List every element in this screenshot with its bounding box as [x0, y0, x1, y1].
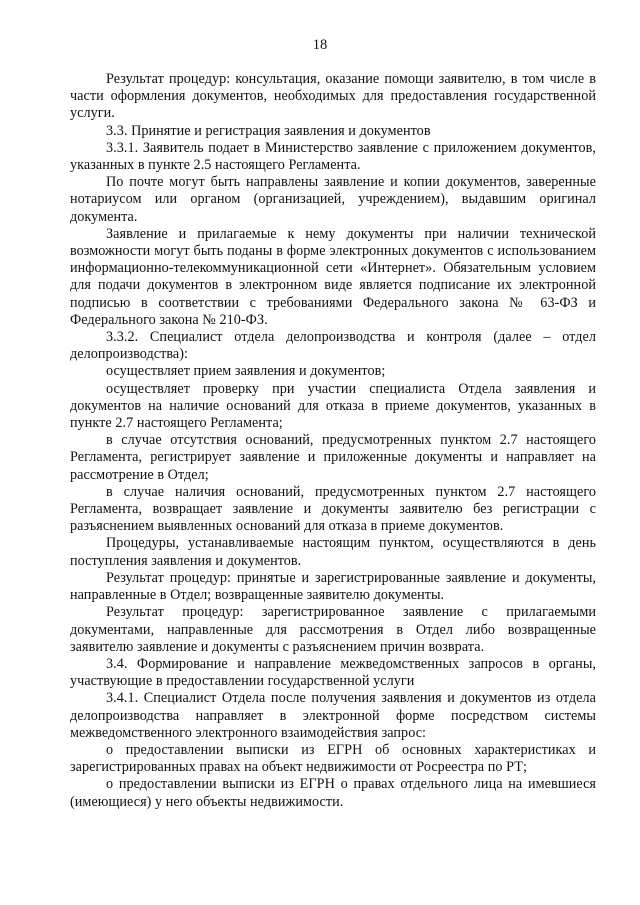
section-heading-3-3: 3.3. Принятие и регистрация заявления и документов	[106, 122, 431, 139]
list-item-registers-application: в случае отсутствия оснований, предусмотренных пунктом 2.7 настоящего Регламента, регистрирует заявление и приложенные документы и направляет на рассмотрение в Отдел;	[70, 432, 596, 483]
paragraph-3-3-2: 3.3.2. Специалист отдела делопроизводства и контроля (далее – отдел делопроизводства):	[70, 329, 596, 363]
paragraph-consultation-result: Результат процедур: консультация, оказание помощи заявителю, в том числе в части оформления документов, необходимых для предоставления государственной услуги.	[70, 71, 596, 122]
page-number: 18	[312, 37, 328, 53]
paragraph-3-3-1: 3.3.1. Заявитель подает в Министерство заявление с приложением документов, указанных в пункте 2.5 настоящего Регламента.	[70, 139, 596, 174]
section-heading-3-4: 3.4. Формирование и направление межведомственных запросов в органы, участвующие в предоставлении государственной услуги	[70, 655, 596, 690]
list-item-accepts-application: осуществляет прием заявления и документов;	[106, 363, 386, 380]
list-item-egrn-rights: о предоставлении выписки из ЕГРН о правах отдельного лица на имевшиеся (имеющиеся) у него объекты недвижимости.	[70, 776, 596, 810]
paragraph-procedure-result-2: Результат процедур: зарегистрированное заявление с прилагаемыми документами, направленные для рассмотрения в Отдел либо возвращенные заявителю заявление и документы с разъяснением причин возврата.	[70, 604, 596, 655]
paragraph-post-delivery: По почте могут быть направлены заявление и копии документов, заверенные нотариусом или органом (организацией, учреждением), выдавшим оригинал документа.	[70, 174, 596, 225]
paragraph-procedure-result-1: Результат процедур: принятые и зарегистрированные заявление и документы, направленные в Отдел; возвращенные заявителю документы.	[70, 569, 596, 604]
document-body	[70, 71, 596, 811]
list-item-checks-documents: осуществляет проверку при участии специалиста Отдела заявления и документов на наличие оснований для отказа в приеме документов, указанных в пункте 2.7 настоящего Регламента;	[70, 380, 596, 432]
list-item-egrn-characteristics: о предоставлении выписки из ЕГРН об основных характеристиках и зарегистрированных правах на объект недвижимости от Росреестра по РТ;	[70, 741, 596, 776]
list-item-returns-application: в случае наличия оснований, предусмотренных пунктом 2.7 настоящего Регламента, возвращает заявление и документы заявителю без регистрации с разъяснением выявленных оснований для отказа в приеме документов.	[70, 483, 596, 535]
paragraph-3-4-1: 3.4.1. Специалист Отдела после получения заявления и документов из отдела делопроизводства направляет в электронной форме посредством системы межведомственного электронного взаимодействия запрос:	[70, 690, 596, 741]
paragraph-electronic-submission: Заявление и прилагаемые к нему документы при наличии технической возможности могут быть поданы в форме электронных документов с использованием информационно-телекоммуникационной сети «Интернет». Обязательным условием для подачи документов в электронном виде является подписание их электронной подписью в соответствии с требованиями Федерального закона № 63-ФЗ и Федерального закона № 210-ФЗ.	[70, 225, 596, 328]
paragraph-procedure-timing: Процедуры, устанавливаемые настоящим пунктом, осуществляются в день поступления заявления и документов.	[70, 535, 596, 569]
